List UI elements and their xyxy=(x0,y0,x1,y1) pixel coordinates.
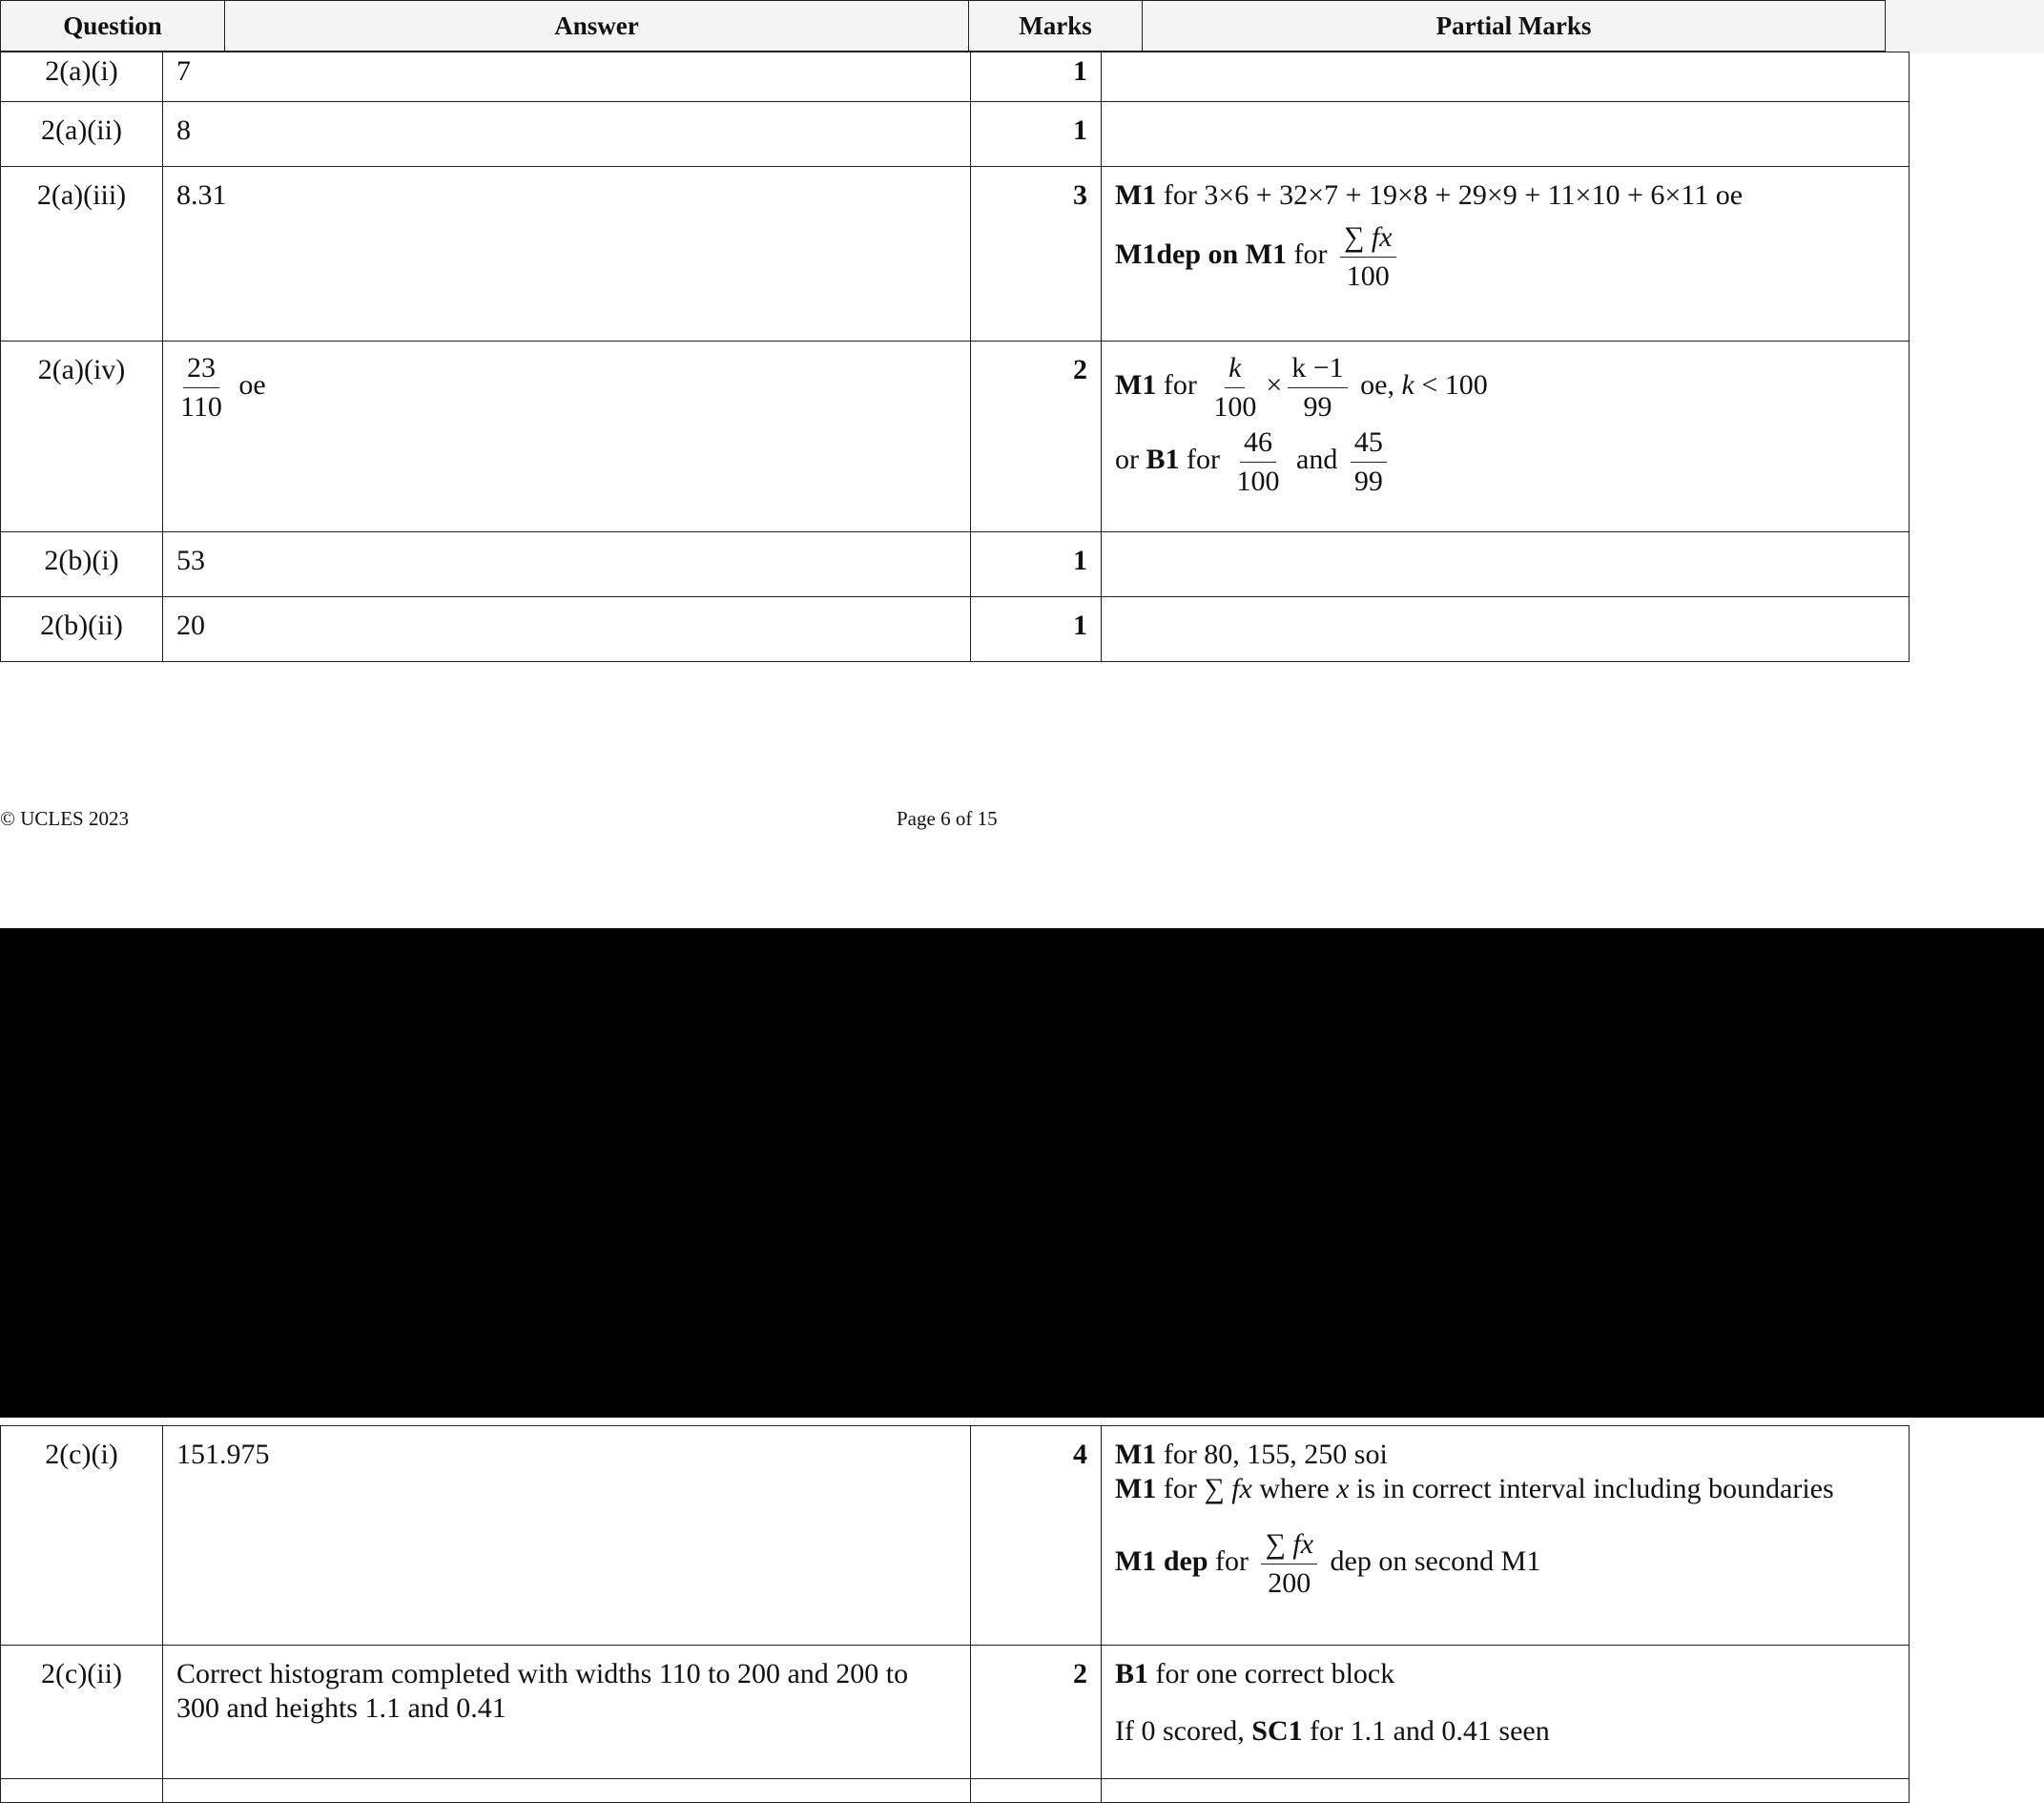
question-cell: 2(c)(ii) xyxy=(1,1646,163,1779)
mark-description: for xyxy=(1293,238,1328,270)
mark-description: for 80, 155, 250 soi xyxy=(1163,1439,1388,1470)
partial-mark-line xyxy=(1115,353,1895,422)
fraction-denominator: 100 xyxy=(1213,390,1257,423)
partial-mark-line xyxy=(1115,427,1895,496)
fraction-numerator: ∑ fx xyxy=(1261,1529,1317,1565)
marks-cell: 1 xyxy=(971,532,1102,597)
marks-cell: 2 xyxy=(971,342,1102,532)
mark-description: for one correct block xyxy=(1155,1658,1395,1689)
answer-cell: 53 xyxy=(163,532,971,597)
question-cell: 2(c)(i) xyxy=(1,1426,163,1646)
answer-cell: 151.975 xyxy=(163,1426,971,1646)
mark-scheme-table-upper xyxy=(0,52,1910,662)
fraction-denominator: 99 xyxy=(1303,390,1332,423)
answer-cell: 8.31 xyxy=(163,167,971,342)
answer-cell: 20 xyxy=(163,597,971,662)
answer-cell: 8 xyxy=(163,102,971,167)
fraction-numerator: ∑ fx xyxy=(1340,222,1396,258)
mark-code: M1 xyxy=(1115,1473,1157,1504)
partial-mark-line xyxy=(1115,178,1895,213)
partial-mark-line xyxy=(1115,222,1895,291)
marks-cell: 3 xyxy=(971,167,1102,342)
partial-marks-cell xyxy=(1102,52,1910,102)
mark-code: M1 dep xyxy=(1115,1544,1208,1577)
question-cell: 2(a)(iv) xyxy=(1,342,163,532)
fraction xyxy=(176,353,226,422)
answer-cell xyxy=(163,342,971,532)
header-partial-marks: Partial Marks xyxy=(1142,0,1886,52)
table-row xyxy=(1,102,1910,167)
table-row xyxy=(1,52,1910,102)
question-cell: 2(b)(i) xyxy=(1,532,163,597)
marks-cell xyxy=(971,1779,1102,1803)
fraction-denominator: 110 xyxy=(180,390,222,423)
partial-marks-cell xyxy=(1102,1426,1910,1646)
mark-code: B1 xyxy=(1146,443,1180,475)
mark-code: M1 xyxy=(1115,368,1157,401)
question-cell xyxy=(1,1779,163,1803)
partial-mark-line xyxy=(1115,1657,1895,1691)
table-row xyxy=(1,532,1910,597)
question-cell: 2(a)(ii) xyxy=(1,102,163,167)
redacted-region xyxy=(0,928,2044,1418)
table-row xyxy=(1,1779,1910,1803)
mark-description: and xyxy=(1296,443,1338,475)
answer-cell xyxy=(163,1779,971,1803)
marks-cell: 4 xyxy=(971,1426,1102,1646)
partial-marks-cell xyxy=(1102,167,1910,342)
mark-code: M1 xyxy=(1115,179,1157,211)
answer-cell: 7 xyxy=(163,52,971,102)
header-marks: Marks xyxy=(968,0,1143,52)
fraction xyxy=(1288,353,1347,422)
mark-scheme-table-lower xyxy=(0,1425,1910,1803)
partial-marks-cell xyxy=(1102,1646,1910,1779)
fraction xyxy=(1233,427,1284,496)
fraction-numerator: 46 xyxy=(1240,427,1276,463)
mark-description: dep on second M1 xyxy=(1330,1544,1541,1577)
mark-code: M1 xyxy=(1115,1439,1157,1470)
fraction-denominator: 200 xyxy=(1268,1566,1311,1599)
mark-code: SC1 xyxy=(1251,1715,1303,1747)
partial-marks-cell xyxy=(1102,1779,1910,1803)
mark-description: for 3×6 + 32×7 + 19×8 + 29×9 + 11×10 + 6×11 oe xyxy=(1163,179,1744,211)
question-cell: 2(a)(i) xyxy=(1,52,163,102)
mark-code: M1dep on M1 xyxy=(1115,238,1287,270)
fraction-numerator: k −1 xyxy=(1288,353,1347,388)
header-question: Question xyxy=(0,0,225,52)
marks-cell: 1 xyxy=(971,52,1102,102)
times-symbol: × xyxy=(1266,368,1283,401)
table-row xyxy=(1,1646,1910,1779)
mark-code: B1 xyxy=(1115,1658,1149,1689)
fraction xyxy=(1340,222,1396,291)
fraction-denominator: 100 xyxy=(1236,465,1280,497)
fraction-denominator: 100 xyxy=(1346,259,1390,292)
mark-description: If 0 scored, xyxy=(1115,1715,1245,1747)
variable: x xyxy=(1336,1473,1350,1504)
fraction-numerator: 45 xyxy=(1351,427,1387,463)
table-row xyxy=(1,342,1910,532)
partial-mark-line xyxy=(1115,1438,1895,1472)
mark-description: for xyxy=(1215,1544,1249,1577)
partial-marks-cell xyxy=(1102,532,1910,597)
marks-cell: 1 xyxy=(971,102,1102,167)
fraction xyxy=(1261,1529,1317,1598)
mark-description: is in correct interval including boundaries xyxy=(1355,1473,1834,1504)
mark-description: for 1.1 and 0.41 seen xyxy=(1310,1715,1550,1747)
answer-suffix: oe xyxy=(238,368,266,401)
sum-expression: ∑ fx xyxy=(1204,1473,1252,1504)
partial-mark-line xyxy=(1115,1472,1895,1506)
partial-mark-line xyxy=(1115,1529,1895,1598)
mark-description: for xyxy=(1163,368,1197,401)
mark-description: for xyxy=(1187,443,1220,475)
question-cell: 2(a)(iii) xyxy=(1,167,163,342)
fraction-denominator: 99 xyxy=(1353,465,1383,497)
table-row xyxy=(1,597,1910,662)
partial-marks-cell xyxy=(1102,102,1910,167)
partial-marks-cell xyxy=(1102,342,1910,532)
marks-cell: 2 xyxy=(971,1646,1102,1779)
footer-copyright: © UCLES 2023 xyxy=(0,807,129,830)
mark-description: for xyxy=(1163,1473,1197,1504)
fraction xyxy=(1351,427,1387,496)
fraction-numerator: 23 xyxy=(183,353,219,388)
table-row xyxy=(1,167,1910,342)
marks-cell: 1 xyxy=(971,597,1102,662)
partial-marks-cell xyxy=(1102,597,1910,662)
footer-page-number: Page 6 of 15 xyxy=(897,807,998,830)
table-row xyxy=(1,1426,1910,1646)
mark-description: < 100 xyxy=(1421,368,1488,401)
fraction-numerator: k xyxy=(1225,353,1245,388)
header-answer: Answer xyxy=(224,0,969,52)
question-cell: 2(b)(ii) xyxy=(1,597,163,662)
mark-description: or xyxy=(1115,443,1139,475)
partial-mark-line xyxy=(1115,1714,1895,1749)
answer-cell: Correct histogram completed with widths 110 to 200 and 200 to 300 and heights 1.1 and 0.41 xyxy=(163,1646,971,1779)
table-header xyxy=(0,0,2044,53)
variable: k xyxy=(1401,368,1414,401)
fraction xyxy=(1209,353,1260,422)
mark-description: oe, xyxy=(1360,368,1394,401)
mark-description: where xyxy=(1259,1473,1330,1504)
